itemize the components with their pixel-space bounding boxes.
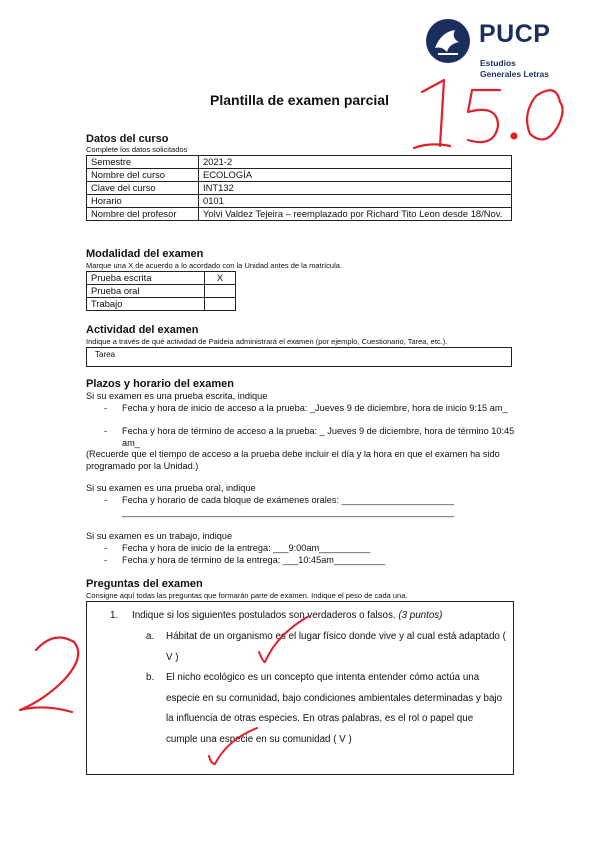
cell-mark <box>205 285 236 298</box>
cell-value: Yolvi Valdez Tejeira – reemplazado por Richard Tito Leon desde 18/Nov. <box>199 208 512 221</box>
table-row <box>87 285 236 298</box>
table-row <box>87 195 512 208</box>
logo-brand: PUCP <box>479 20 551 48</box>
cell-label: Horario <box>87 195 199 208</box>
curso-instruction: Complete los datos solicitados <box>86 145 188 154</box>
preguntas-instruction: Consigne aquí todas las preguntas que formarán parte de examen. Indique el peso de cada una. <box>86 591 408 600</box>
table-row <box>87 182 512 195</box>
q1-points: (3 puntos) <box>398 610 443 621</box>
bullet-dash: - <box>104 543 108 553</box>
pucp-seal-icon <box>425 18 471 64</box>
cell-label: Semestre <box>87 156 199 169</box>
qb-text: El nicho ecológico es un concepto que intenta entender cómo actúa una especie en su comunidad, bajo condiciones ambientales determinadas y bajo la influencia de otras especies. En otras palabras, es el rol o papel que cumple una especie en su comunidad ( V ) <box>166 672 503 745</box>
plazos-oral-line2: _________________________________________________________________ <box>122 507 455 517</box>
qa-label: a. <box>146 631 155 642</box>
cell-value: 0101 <box>199 195 512 208</box>
table-row <box>87 156 512 169</box>
plazos-trabajo-item1: Fecha y hora de inicio de la entrega: ___9:00am__________ <box>122 543 371 553</box>
check-mark-icon <box>205 722 265 767</box>
logo-line1: Estudios <box>480 58 516 68</box>
modalidad-table <box>86 271 236 311</box>
bullet-dash: - <box>104 495 108 505</box>
section-heading-modalidad: Modalidad del examen <box>86 248 204 260</box>
table-row <box>87 272 236 285</box>
qb-label: b. <box>146 672 155 683</box>
plazos-oral-item1: Fecha y horario de cada bloque de exámenes orales: ______________________ <box>122 495 455 505</box>
section-heading-curso: Datos del curso <box>86 133 169 145</box>
plazos-trabajo-intro: Si su examen es un trabajo, indique <box>86 531 233 541</box>
table-row <box>87 208 512 221</box>
q1-number: 1. <box>110 610 119 621</box>
plazos-trabajo-item2: Fecha y hora de término de la entrega: ___10:45am__________ <box>122 555 386 565</box>
section-heading-preguntas: Preguntas del examen <box>86 578 203 590</box>
cell-value: ECOLOGÍA <box>199 169 512 182</box>
qa-text: Hábitat de un organismo es el lugar físico donde vive y al cual está adaptado ( V ) <box>166 631 506 663</box>
logo-line2: Generales Letras <box>480 69 549 79</box>
check-mark-icon <box>255 612 315 667</box>
cell-label: Clave del curso <box>87 182 199 195</box>
cell-mark <box>205 298 236 311</box>
cell-label: Nombre del profesor <box>87 208 199 221</box>
plazos-note: (Recuerde que el tiempo de acceso a la prueba debe incluir el día y la hora en que el examen ha sido programado por la Unidad.) <box>86 449 500 471</box>
section-heading-actividad: Actividad del examen <box>86 324 199 336</box>
bullet-dash: - <box>104 403 108 413</box>
table-row <box>87 298 236 311</box>
section-heading-plazos: Plazos y horario del examen <box>86 378 234 390</box>
cell-value: 2021-2 <box>199 156 512 169</box>
q1-text: Indique si los siguientes postulados son verdaderos o falsos. <box>132 610 396 621</box>
actividad-instruction: Indique a través de qué actividad de Paideia administrará el examen (por ejemplo, Cuestionario, Tarea, etc.). <box>86 337 448 346</box>
curso-table <box>86 155 512 221</box>
page-title: Plantilla de examen parcial <box>210 92 389 108</box>
plazos-oral-intro: Si su examen es una prueba oral, indique <box>86 483 256 493</box>
handwritten-score <box>410 74 580 154</box>
handwritten-mark <box>14 630 94 720</box>
plazos-escrita-intro: Si su examen es una prueba escrita, indique <box>86 391 268 401</box>
cell-value: INT132 <box>199 182 512 195</box>
cell-mark: X <box>205 272 236 285</box>
modalidad-instruction: Marque una X de acuerdo a lo acordado con la Unidad antes de la matrícula. <box>86 261 342 270</box>
table-row <box>87 169 512 182</box>
q1-line <box>132 606 502 627</box>
cell-label: Trabajo <box>87 298 205 311</box>
plazos-escrita-item1: Fecha y hora de inicio de acceso a la prueba: _Jueves 9 de diciembre, hora de inicio 9:15 am_ <box>122 403 508 413</box>
cell-label: Nombre del curso <box>87 169 199 182</box>
bullet-dash: - <box>104 426 108 436</box>
cell-label: Prueba oral <box>87 285 205 298</box>
plazos-escrita-item2: Fecha y hora de término de acceso a la prueba: _ Jueves 9 de diciembre, hora de término 10:45 am_ <box>122 426 515 448</box>
cell-label: Prueba escrita <box>87 272 205 285</box>
bullet-dash: - <box>104 555 108 565</box>
actividad-value: Tarea <box>86 347 512 367</box>
